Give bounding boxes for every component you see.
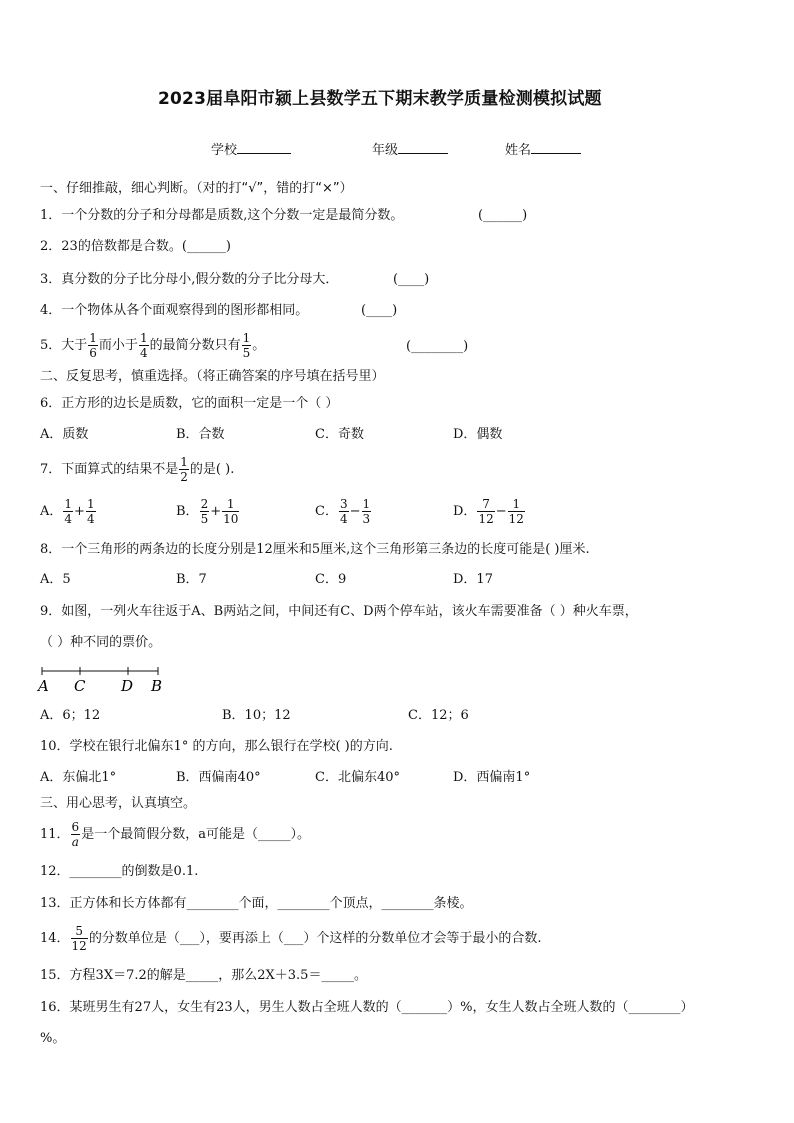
q7-option-a[interactable]: A． $\frac{1}{4}$ + $\frac{1}{4}$ [40,497,95,526]
q6-option-c[interactable]: C．奇数 [315,427,364,442]
q5-text-d: 。 [252,338,266,353]
q5-text-b: 而小于 [98,338,138,353]
q8-option-a[interactable]: A．5 [40,572,71,587]
question-6: 6．正方形的边长是质数，它的面积一定是一个（ ） [40,396,339,411]
q6-option-b[interactable]: B．合数 [176,427,225,442]
section-1-heading: 一、仔细推敲，细心判断。（对的打“√”，错的打“×”） [40,181,353,196]
grade-blank[interactable] [398,141,448,154]
q7-text-a: 7．下面算式的结果不是 [40,462,179,477]
q5-fraction-2: $\frac{1}{4}$ [139,331,148,360]
q7-option-b[interactable]: B． $\frac{2}{5}$ + $\frac{1}{10}$ [176,497,239,526]
section-2-heading: 二、反复思考，慎重选择。（将正确答案的序号填在括号里） [40,369,385,384]
q7-option-c[interactable]: C． $\frac{3}{4}$ − $\frac{1}{3}$ [315,497,371,526]
question-1: 1．一个分数的分子和分母都是质数,这个分数一定是最简分数。 [40,208,404,223]
question-16-line-2: %。 [40,1031,66,1046]
question-16-line-1: 16．某班男生有27人，女生有23人，男生人数占全班人数的（_______）%，女生人数占全班人数的（________） [40,1000,694,1015]
q11-fraction: $\frac{6}{a}$ [71,820,80,849]
station-label-c: C [74,677,86,695]
q10-option-c[interactable]: C．北偏东40° [315,770,400,785]
q6-option-a[interactable]: A．质数 [40,427,89,442]
q10-option-a[interactable]: A．东偏北1° [40,770,117,785]
question-14: 14． $\frac{5}{12}$ 的分数单位是（___），要再添上（___）个这样的分数单位才会等于最小的合数. [40,924,542,953]
q8-option-c[interactable]: C．9 [315,572,347,587]
station-line-diagram [36,663,166,695]
name-label: 姓名 [505,143,532,158]
question-11: 11． $\frac{6}{a}$ 是一个最简假分数，a可能是（_____）。 [40,820,310,849]
question-8: 8．一个三角形的两条边的长度分别是12厘米和5厘米,这个三角形第三条边的长度可能是( )厘米. [40,542,590,557]
question-15: 15．方程3X＝7.2的解是_____，那么2X＋3.5＝_____。 [40,968,367,983]
question-5 [40,329,265,363]
question-13: 13．正方体和长方体都有________个面，________个顶点，________条棱。 [40,896,473,911]
page-title: 2023届阜阳市颍上县数学五下期末教学质量检测模拟试题 [158,89,602,109]
grade-field[interactable] [372,141,448,157]
question-7 [40,453,234,487]
section-3-heading: 三、用心思考，认真填空。 [40,796,197,811]
name-blank[interactable] [531,141,581,154]
school-field[interactable] [211,141,291,157]
q8-option-b[interactable]: B．7 [176,572,207,587]
q9-option-b[interactable]: B．10；12 [222,708,291,723]
school-blank[interactable] [237,141,291,154]
q10-option-d[interactable]: D．西偏南1° [453,770,531,785]
grade-label: 年级 [372,143,399,158]
q5-text-a: 5．大于 [40,338,88,353]
q7-text-b: 的是( ). [189,462,235,477]
station-label-a: A [38,677,49,695]
question-10: 10．学校在银行北偏东1° 的方向，那么银行在学校( )的方向. [40,739,393,754]
q6-option-d[interactable]: D．偶数 [453,427,503,442]
school-label: 学校 [211,143,238,158]
q10-option-b[interactable]: B．西偏南40° [176,770,261,785]
question-9-line-2: （ ）种不同的票价。 [40,635,162,650]
q3-answer-paren[interactable]: (____) [393,272,430,287]
station-label-b: B [151,677,163,695]
question-3: 3．真分数的分子比分母小,假分数的分子比分母大． [40,272,339,287]
station-label-d: D [121,677,134,695]
question-4: 4．一个物体从各个面观察得到的图形都相同。 [40,303,309,318]
question-9-line-1: 9．如图，一列火车往返于A、B两站之间，中间还有C、D两个停车站，该火车需要准备（ ）种火车票， [40,604,638,619]
q4-answer-paren[interactable]: (____) [361,303,398,318]
question-2: 2．23的倍数都是合数。(______) [40,239,231,254]
q7-fraction: $\frac{1}{2}$ [180,455,188,484]
q5-answer-paren[interactable]: (________) [406,339,469,354]
q5-text-c: 的最简分数只有 [149,338,241,353]
q9-option-a[interactable]: A．6；12 [40,708,101,723]
question-12: 12．________的倒数是0.1. [40,864,199,879]
name-field[interactable] [505,141,581,157]
q8-option-d[interactable]: D．17 [453,572,493,587]
q5-fraction-3: $\frac{1}{5}$ [242,331,251,360]
q9-option-c[interactable]: C．12；6 [408,708,469,723]
q1-answer-paren[interactable]: (______) [478,208,528,223]
q14-fraction: $\frac{5}{12}$ [71,924,87,953]
q7-option-d[interactable]: D． $\frac{7}{12}$ − $\frac{1}{12}$ [453,497,524,526]
q5-fraction-1: $\frac{1}{6}$ [89,331,97,360]
